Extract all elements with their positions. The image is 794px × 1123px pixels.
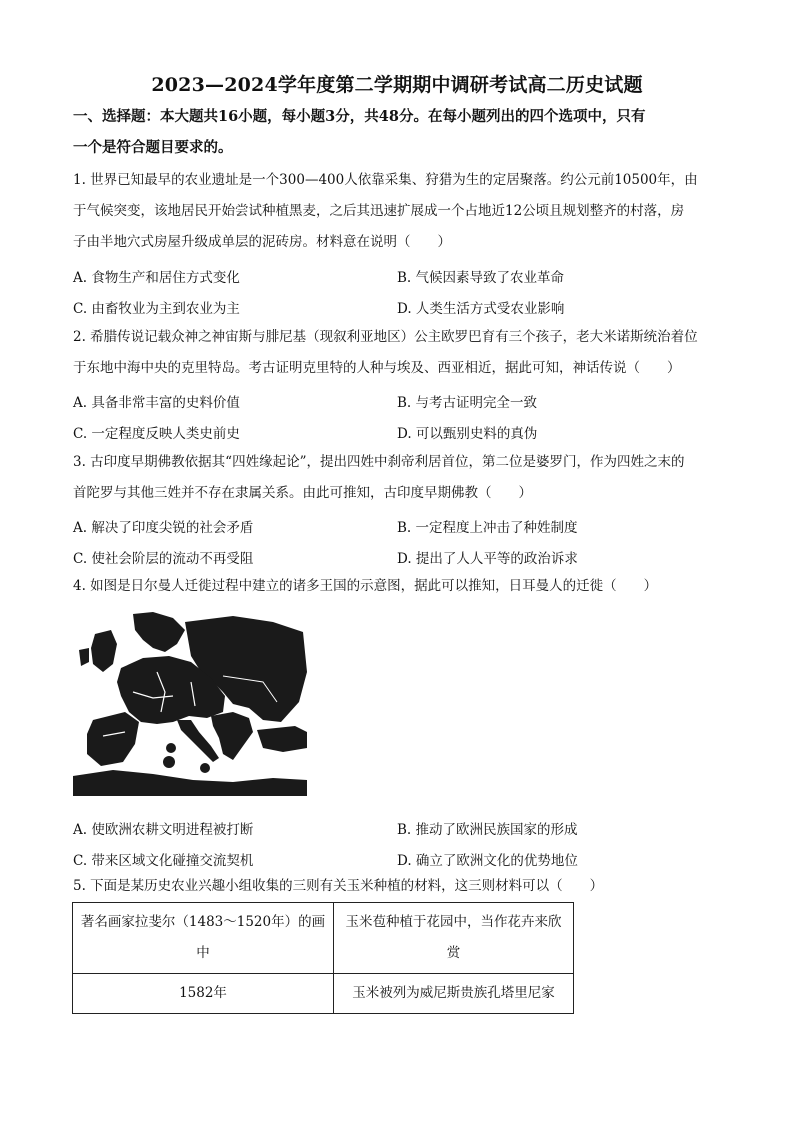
table-cell: 著名画家拉斐尔（1483～1520年）的画中 (73, 903, 334, 974)
map-anatolia (257, 726, 307, 752)
section-line-1: 一、选择题：本大题共16小题，每小题3分，共48分。在每小题列出的四个选项中，只有 (73, 108, 646, 125)
section-line-2: 一个是符合题目要求的。 (73, 139, 233, 156)
question-2 (73, 322, 723, 384)
germanic-kingdoms-map (73, 612, 307, 796)
q3-option-a[interactable]: A. 解决了印度尖锐的社会矛盾 (73, 520, 254, 536)
question-3 (73, 447, 723, 509)
q2-option-b[interactable]: B. 与考古证明完全一致 (397, 395, 538, 411)
question-5-table (72, 902, 574, 1014)
q3-option-b[interactable]: B. 一定程度上冲击了种姓制度 (397, 520, 578, 536)
question-3-line-1: 3. 古印度早期佛教依据其“四姓缘起论”，提出四姓中刹帝利居首位，第二位是婆罗门，作为四姓之末的 (73, 454, 685, 470)
question-4 (73, 571, 723, 602)
question-1 (73, 165, 723, 258)
question-5 (73, 871, 723, 902)
section-instructions (73, 101, 733, 163)
q4-option-c[interactable]: C. 带来区域文化碰撞交流契机 (73, 853, 254, 869)
q2-option-c[interactable]: C. 一定程度反映人类史前史 (73, 426, 240, 442)
question-2-line-1: 2. 希腊传说记载众神之神宙斯与腓尼基（现叙利亚地区）公主欧罗巴育有三个孩子，老大米诺斯统治着位 (73, 329, 698, 345)
table-row (73, 974, 574, 1014)
question-1-line-1: 1. 世界已知最早的农业遗址是一个300—400人依靠采集、狩猎为生的定居聚落。约公元前10500年，由 (73, 172, 698, 188)
q3-option-c[interactable]: C. 使社会阶层的流动不再受阻 (73, 551, 254, 567)
q4-option-d[interactable]: D. 确立了欧洲文化的优势地位 (397, 853, 578, 869)
question-5-line-1: 5. 下面是某历史农业兴趣小组收集的三则有关玉米种植的材料，这三则材料可以（ ） (73, 878, 604, 894)
q2-option-d[interactable]: D. 可以甄别史料的真伪 (397, 426, 538, 442)
paper-title: 2023—2024学年度第二学期期中调研考试高二历史试题 (151, 74, 643, 96)
q2-option-a[interactable]: A. 具备非常丰富的史料价值 (73, 395, 240, 411)
q3-option-d[interactable]: D. 提出了人人平等的政治诉求 (397, 551, 578, 567)
question-2-line-2: 于东地中海中央的克里特岛。考古证明克里特的人种与埃及、西亚相近，据此可知，神话传说（ ） (73, 360, 681, 376)
table-cell: 玉米苞种植于花园中，当作花卉来欣赏 (334, 903, 574, 974)
question-4-line-1: 4. 如图是日尔曼人迁徙过程中建立的诸多王国的示意图，据此可以推知，日耳曼人的迁徙（ ） (73, 578, 658, 594)
table-cell: 1582年 (73, 974, 334, 1014)
question-1-line-3: 子由半地穴式房屋升级成单层的泥砖房。材料意在说明（ ） (73, 234, 451, 250)
q1-option-d[interactable]: D. 人类生活方式受农业影响 (397, 301, 565, 317)
table-cell: 玉米被列为威尼斯贵族孔塔里尼家 (334, 974, 574, 1014)
map-sardinia (163, 756, 175, 768)
q1-option-c[interactable]: C. 由畜牧业为主到农业为主 (73, 301, 240, 317)
q4-option-b[interactable]: B. 推动了欧洲民族国家的形成 (397, 822, 578, 838)
q1-option-b[interactable]: B. 气候因素导致了农业革命 (397, 270, 565, 286)
q1-option-a[interactable]: A. 食物生产和居住方式变化 (73, 270, 240, 286)
map-sicily (200, 763, 210, 773)
table-row (73, 903, 574, 974)
q4-option-a[interactable]: A. 使欧洲农耕文明进程被打断 (73, 822, 254, 838)
question-1-line-2: 于气候突变，该地居民开始尝试种植黑麦，之后其迅速扩展成一个占地近12公顷且规划整齐的村落，房 (73, 203, 685, 219)
map-corsica (166, 743, 176, 753)
question-3-line-2: 首陀罗与其他三姓并不存在隶属关系。由此可推知，古印度早期佛教（ ） (73, 485, 532, 501)
